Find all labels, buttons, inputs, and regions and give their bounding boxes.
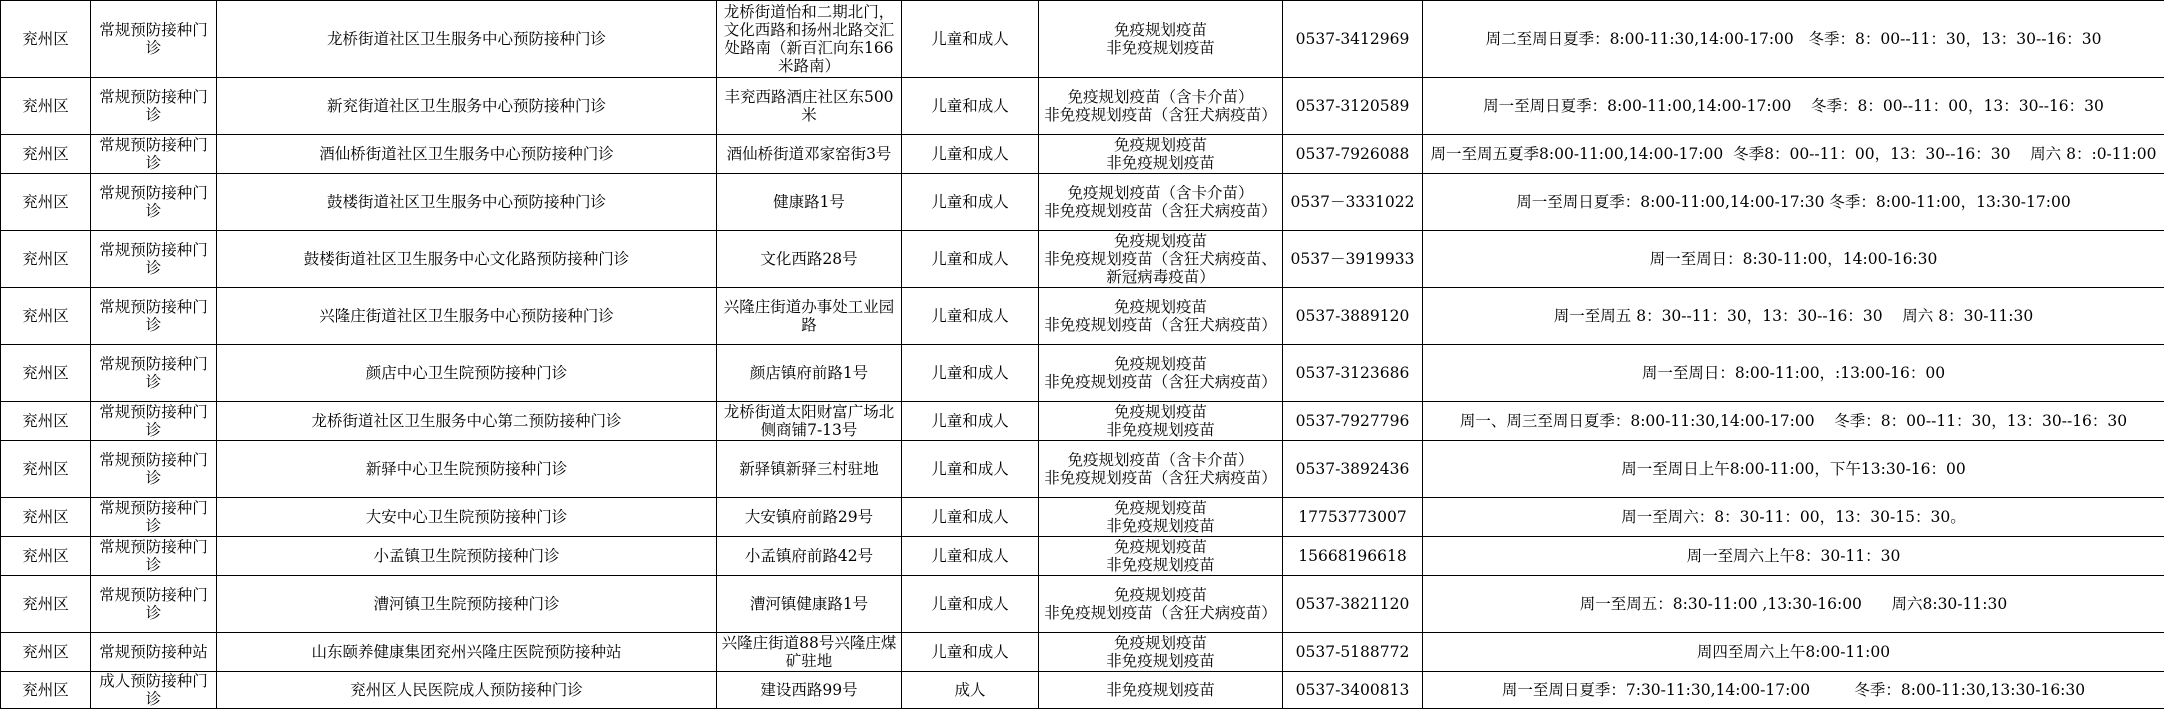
cell-target: 儿童和成人: [902, 135, 1039, 174]
cell-phone: 0537-7926088: [1283, 135, 1423, 174]
cell-vaccine: 免疫规划疫苗（含卡介苗） 非免疫规划疫苗（含狂犬病疫苗）: [1039, 78, 1283, 135]
cell-phone: 0537-3123686: [1283, 345, 1423, 402]
cell-phone: 17753773007: [1283, 498, 1423, 537]
cell-hours: 周一至周五：8:30-11:00 ,13:30-16:00 周六8:30-11:30: [1423, 576, 2164, 633]
cell-hours: 周一至周五夏季8:00-11:00,14:00-17:00 冬季8：00--11：00，13：30--16：30 周六 8：:0-11:00: [1423, 135, 2164, 174]
cell-hours: 周一至周六：8：30-11：00，13：30-15：30。: [1423, 498, 2164, 537]
cell-vaccine: 免疫规划疫苗（含卡介苗） 非免疫规划疫苗（含狂犬病疫苗）: [1039, 174, 1283, 231]
cell-address: 文化西路28号: [717, 231, 902, 288]
table-row: [1, 78, 2164, 135]
cell-name: 大安中心卫生院预防接种门诊: [217, 498, 717, 537]
cell-name: 兖州区人民医院成人预防接种门诊: [217, 672, 717, 709]
cell-address: 新驿镇新驿三村驻地: [717, 441, 902, 498]
cell-name: 龙桥街道社区卫生服务中心第二预防接种门诊: [217, 402, 717, 441]
cell-address: 颜店镇府前路1号: [717, 345, 902, 402]
cell-target: 儿童和成人: [902, 633, 1039, 672]
cell-address: 酒仙桥街道邓家窑街3号: [717, 135, 902, 174]
cell-type: 常规预防接种门诊: [91, 231, 217, 288]
cell-target: 儿童和成人: [902, 78, 1039, 135]
cell-vaccine: 免疫规划疫苗 非免疫规划疫苗（含狂犬病疫苗）: [1039, 576, 1283, 633]
cell-district: 兖州区: [1, 402, 91, 441]
table-row: [1, 672, 2164, 709]
cell-hours: 周一至周日上午8:00-11:00，下午13:30-16：00: [1423, 441, 2164, 498]
cell-target: 儿童和成人: [902, 288, 1039, 345]
cell-target: 儿童和成人: [902, 498, 1039, 537]
cell-district: 兖州区: [1, 672, 91, 709]
cell-address: 龙桥街道怡和二期北门，文化西路和扬州北路交汇处路南（新百汇向东166米路南）: [717, 1, 902, 78]
cell-district: 兖州区: [1, 135, 91, 174]
cell-district: 兖州区: [1, 498, 91, 537]
cell-type: 常规预防接种门诊: [91, 402, 217, 441]
cell-name: 鼓楼街道社区卫生服务中心预防接种门诊: [217, 174, 717, 231]
cell-name: 新兖街道社区卫生服务中心预防接种门诊: [217, 78, 717, 135]
cell-target: 儿童和成人: [902, 402, 1039, 441]
cell-vaccine: 免疫规划疫苗 非免疫规划疫苗（含狂犬病疫苗）: [1039, 288, 1283, 345]
cell-target: 成人: [902, 672, 1039, 709]
cell-hours: 周一至周六上午8：30-11：30: [1423, 537, 2164, 576]
table-row: [1, 288, 2164, 345]
cell-type: 常规预防接种门诊: [91, 1, 217, 78]
cell-phone: 15668196618: [1283, 537, 1423, 576]
cell-type: 常规预防接种门诊: [91, 288, 217, 345]
cell-district: 兖州区: [1, 288, 91, 345]
cell-hours: 周一、周三至周日夏季：8:00-11:30,14:00-17:00 冬季：8：00--11：30，13：30--16：30: [1423, 402, 2164, 441]
cell-type: 常规预防接种门诊: [91, 576, 217, 633]
cell-district: 兖州区: [1, 576, 91, 633]
cell-type: 常规预防接种门诊: [91, 441, 217, 498]
cell-type: 常规预防接种门诊: [91, 135, 217, 174]
cell-name: 鼓楼街道社区卫生服务中心文化路预防接种门诊: [217, 231, 717, 288]
table-row: [1, 231, 2164, 288]
cell-address: 小孟镇府前路42号: [717, 537, 902, 576]
cell-type: 成人预防接种门诊: [91, 672, 217, 709]
table-row: [1, 345, 2164, 402]
cell-type: 常规预防接种门诊: [91, 498, 217, 537]
cell-district: 兖州区: [1, 1, 91, 78]
cell-phone: 0537－3919933: [1283, 231, 1423, 288]
cell-name: 漕河镇卫生院预防接种门诊: [217, 576, 717, 633]
cell-hours: 周一至周日：8:30-11:00，14:00-16:30: [1423, 231, 2164, 288]
cell-target: 儿童和成人: [902, 576, 1039, 633]
cell-hours: 周一至周日夏季：8:00-11:00,14:00-17:30 冬季：8:00-11:00，13:30-17:00: [1423, 174, 2164, 231]
cell-name: 龙桥街道社区卫生服务中心预防接种门诊: [217, 1, 717, 78]
cell-vaccine: 免疫规划疫苗 非免疫规划疫苗: [1039, 135, 1283, 174]
cell-phone: 0537-3412969: [1283, 1, 1423, 78]
cell-address: 丰兖西路酒庄社区东500米: [717, 78, 902, 135]
cell-type: 常规预防接种门诊: [91, 174, 217, 231]
cell-vaccine: 免疫规划疫苗（含卡介苗） 非免疫规划疫苗（含狂犬病疫苗）: [1039, 441, 1283, 498]
cell-type: 常规预防接种门诊: [91, 345, 217, 402]
table-row: [1, 441, 2164, 498]
cell-hours: 周二至周日夏季：8:00-11:30,14:00-17:00 冬季：8：00--11：30，13：30--16：30: [1423, 1, 2164, 78]
cell-vaccine: 免疫规划疫苗 非免疫规划疫苗（含狂犬病疫苗、新冠病毒疫苗）: [1039, 231, 1283, 288]
cell-hours: 周一至周五 8：30--11：30，13：30--16：30 周六 8：30-11:30: [1423, 288, 2164, 345]
cell-name: 酒仙桥街道社区卫生服务中心预防接种门诊: [217, 135, 717, 174]
cell-hours: 周一至周日：8:00-11:00，:13:00-16：00: [1423, 345, 2164, 402]
cell-district: 兖州区: [1, 78, 91, 135]
table-row: [1, 537, 2164, 576]
cell-name: 新驿中心卫生院预防接种门诊: [217, 441, 717, 498]
cell-district: 兖州区: [1, 174, 91, 231]
cell-phone: 0537-3120589: [1283, 78, 1423, 135]
cell-target: 儿童和成人: [902, 174, 1039, 231]
cell-phone: 0537-3400813: [1283, 672, 1423, 709]
cell-type: 常规预防接种站: [91, 633, 217, 672]
table-row: [1, 135, 2164, 174]
cell-name: 山东颐养健康集团兖州兴隆庄医院预防接种站: [217, 633, 717, 672]
cell-address: 兴隆庄街道办事处工业园路: [717, 288, 902, 345]
cell-target: 儿童和成人: [902, 1, 1039, 78]
cell-vaccine: 免疫规划疫苗 非免疫规划疫苗: [1039, 1, 1283, 78]
table-row: [1, 633, 2164, 672]
cell-address: 兴隆庄街道88号兴隆庄煤矿驻地: [717, 633, 902, 672]
cell-phone: 0537-3889120: [1283, 288, 1423, 345]
cell-vaccine: 免疫规划疫苗 非免疫规划疫苗: [1039, 537, 1283, 576]
cell-hours: 周一至周日夏季：8:00-11:00,14:00-17:00 冬季：8：00--11：00，13：30--16：30: [1423, 78, 2164, 135]
cell-hours: 周一至周日夏季：7:30-11:30,14:00-17:00 冬季：8:00-11:30,13:30-16:30: [1423, 672, 2164, 709]
table-row: [1, 174, 2164, 231]
cell-district: 兖州区: [1, 231, 91, 288]
cell-type: 常规预防接种门诊: [91, 78, 217, 135]
cell-type: 常规预防接种门诊: [91, 537, 217, 576]
cell-name: 小孟镇卫生院预防接种门诊: [217, 537, 717, 576]
cell-vaccine: 免疫规划疫苗 非免疫规划疫苗: [1039, 498, 1283, 537]
cell-address: 漕河镇健康路1号: [717, 576, 902, 633]
cell-target: 儿童和成人: [902, 345, 1039, 402]
table-row: [1, 402, 2164, 441]
cell-hours: 周四至周六上午8:00-11:00: [1423, 633, 2164, 672]
cell-phone: 0537-7927796: [1283, 402, 1423, 441]
cell-phone: 0537－3331022: [1283, 174, 1423, 231]
table-row: [1, 576, 2164, 633]
cell-vaccine: 非免疫规划疫苗: [1039, 672, 1283, 709]
cell-address: 建设西路99号: [717, 672, 902, 709]
cell-vaccine: 免疫规划疫苗 非免疫规划疫苗: [1039, 633, 1283, 672]
cell-vaccine: 免疫规划疫苗 非免疫规划疫苗（含狂犬病疫苗）: [1039, 345, 1283, 402]
cell-name: 颜店中心卫生院预防接种门诊: [217, 345, 717, 402]
cell-target: 儿童和成人: [902, 537, 1039, 576]
cell-target: 儿童和成人: [902, 231, 1039, 288]
table-body: [1, 1, 2164, 709]
cell-address: 大安镇府前路29号: [717, 498, 902, 537]
cell-district: 兖州区: [1, 633, 91, 672]
cell-phone: 0537-3821120: [1283, 576, 1423, 633]
cell-address: 龙桥街道太阳财富广场北侧商铺7-13号: [717, 402, 902, 441]
cell-district: 兖州区: [1, 441, 91, 498]
cell-phone: 0537-5188772: [1283, 633, 1423, 672]
cell-vaccine: 免疫规划疫苗 非免疫规划疫苗: [1039, 402, 1283, 441]
cell-target: 儿童和成人: [902, 441, 1039, 498]
cell-name: 兴隆庄街道社区卫生服务中心预防接种门诊: [217, 288, 717, 345]
cell-address: 健康路1号: [717, 174, 902, 231]
cell-district: 兖州区: [1, 345, 91, 402]
cell-district: 兖州区: [1, 537, 91, 576]
cell-phone: 0537-3892436: [1283, 441, 1423, 498]
table-row: [1, 1, 2164, 78]
table-row: [1, 498, 2164, 537]
